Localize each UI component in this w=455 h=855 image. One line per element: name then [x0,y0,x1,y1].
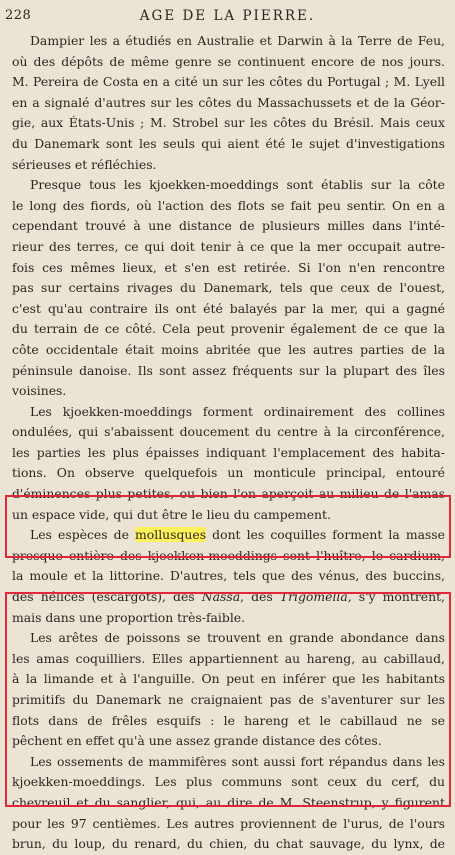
text-line: pêchent en effet qu'à une assez grande distance des côtes. [12,733,382,749]
paragraph-2 [12,175,445,402]
text-line: voisines. [12,383,67,399]
paragraph-3 [12,402,445,526]
text-line: M. Pereira de Costa en a cité un sur les côtes du Portugal ; M. Lyell [12,74,445,90]
text-line: flots dans de frêles esquifs : le hareng et le cabillaud ne se [12,712,445,728]
text-line: la moule et la littorine. D'autres, tels que des vénus, des buccins, [12,568,445,584]
text-line: c'est qu'au contraire ils ont été balayés par la mer, qui a gagné [12,300,445,316]
text-line: où des dépôts de même genre se continuent encore de nos jours. [12,53,445,69]
text-line: ondulées, qui s'abaissent doucement du centre à la circonférence, [12,424,445,440]
paragraph-1 [12,31,445,175]
text-line: Les ossements de mammifères sont aussi fort répandus dans les [30,753,445,769]
text-line: kjoekken-moeddings. Les plus communs sont ceux du cerf, du [12,774,445,790]
text-line: Les kjoekken-moeddings forment ordinairement des collines [30,403,445,419]
text-line: des hélices (escargots), des Nassa, des Trigomella, s'y montrent, [12,589,445,605]
text-line: Les espèces de mollusques dont les coquilles forment la masse [30,527,446,543]
text-line: en a signalé d'autres sur les côtes du Massachussets et de la Géor- [12,94,445,110]
page-number: 228 [5,8,32,23]
text-line: pour les 97 centièmes. Les autres proviennent de l'urus, de l'ours [12,815,445,831]
text-line: rieur des terres, ce qui doit tenir à ce que la mer occupait autre- [12,238,445,254]
text-line: Dampier les a étudiés en Australie et Darwin à la Terre de Feu, [30,33,445,48]
text-line: côte occidentale était moins abritée que les autres parties de la [12,341,445,357]
text-line: du Danemark sont les seuls qui aient été le sujet d'investigations [12,135,445,151]
text-line: du terrain de ce côté. Cela peut provenir également de ce que la [12,321,445,337]
text-line: cependant trouvé à une distance de plusieurs milles dans l'inté- [12,218,445,234]
text-line: sérieuses et réfléchies. [12,156,157,172]
text-line: primitifs du Danemark ne craignaient pas de s'aventurer sur les [12,692,445,707]
italic-term: Trigomella [279,589,348,605]
paragraph-6 [12,752,445,855]
text-line: d'éminences plus petites, ou bien l'on aperçoit au milieu de l'amas [12,486,445,502]
text-line: Presque tous les kjoekken-moeddings sont établis sur la côte [30,177,445,193]
text-line: mais dans une proportion très-faible. [12,609,246,625]
text-line: brun, du loup, du renard, du chien, du chat sauvage, du lynx, de [12,836,445,852]
paragraph-5 [12,628,445,752]
body-text [12,31,445,855]
text-line: fois ces mêmes lieux, et s'en est retirée. Si l'on n'en rencontre [12,259,445,275]
text-line: tions. On observe quelquefois un monticule principal, entouré [12,465,445,481]
page-header [0,6,455,28]
text-line: un espace vide, qui dut être le lieu du campement. [12,506,331,522]
text-line: gie, aux États-Unis ; M. Strobel sur les côtes du Brésil. Mais ceux [12,115,445,131]
text-line: le long des fiords, où l'action des flots se fait peu sentir. On en a [12,197,445,213]
text-line: Les arêtes de poissons se trouvent en grande abondance dans [30,630,445,646]
text-line: les parties les plus épaisses indiquant l'emplacement des habita- [12,444,445,460]
italic-term: Nassa [201,589,241,605]
paragraph-4 [12,525,445,628]
text-line: chevreuil et du sanglier, qui, au dire de M. Steenstrup, y figurent [12,794,445,810]
text-line: péninsule danoise. Ils sont assez fréquents sur la plupart des îles [12,362,445,378]
text-line: pas sur certains rivages du Danemark, tels que ceux de l'ouest, [12,280,445,296]
text-line: les amas coquilliers. Elles appartiennent au hareng, au cabillaud, [12,650,445,666]
text-line: à la limande et à l'anguille. On peut en inférer que les habitants [12,671,445,687]
running-title: AGE DE LA PIERRE. [139,8,316,24]
highlighted-word: mollusques [135,527,207,543]
text-line: presque entière des kjoekken-moeddings sont l'huître, le cardium, [12,547,445,563]
